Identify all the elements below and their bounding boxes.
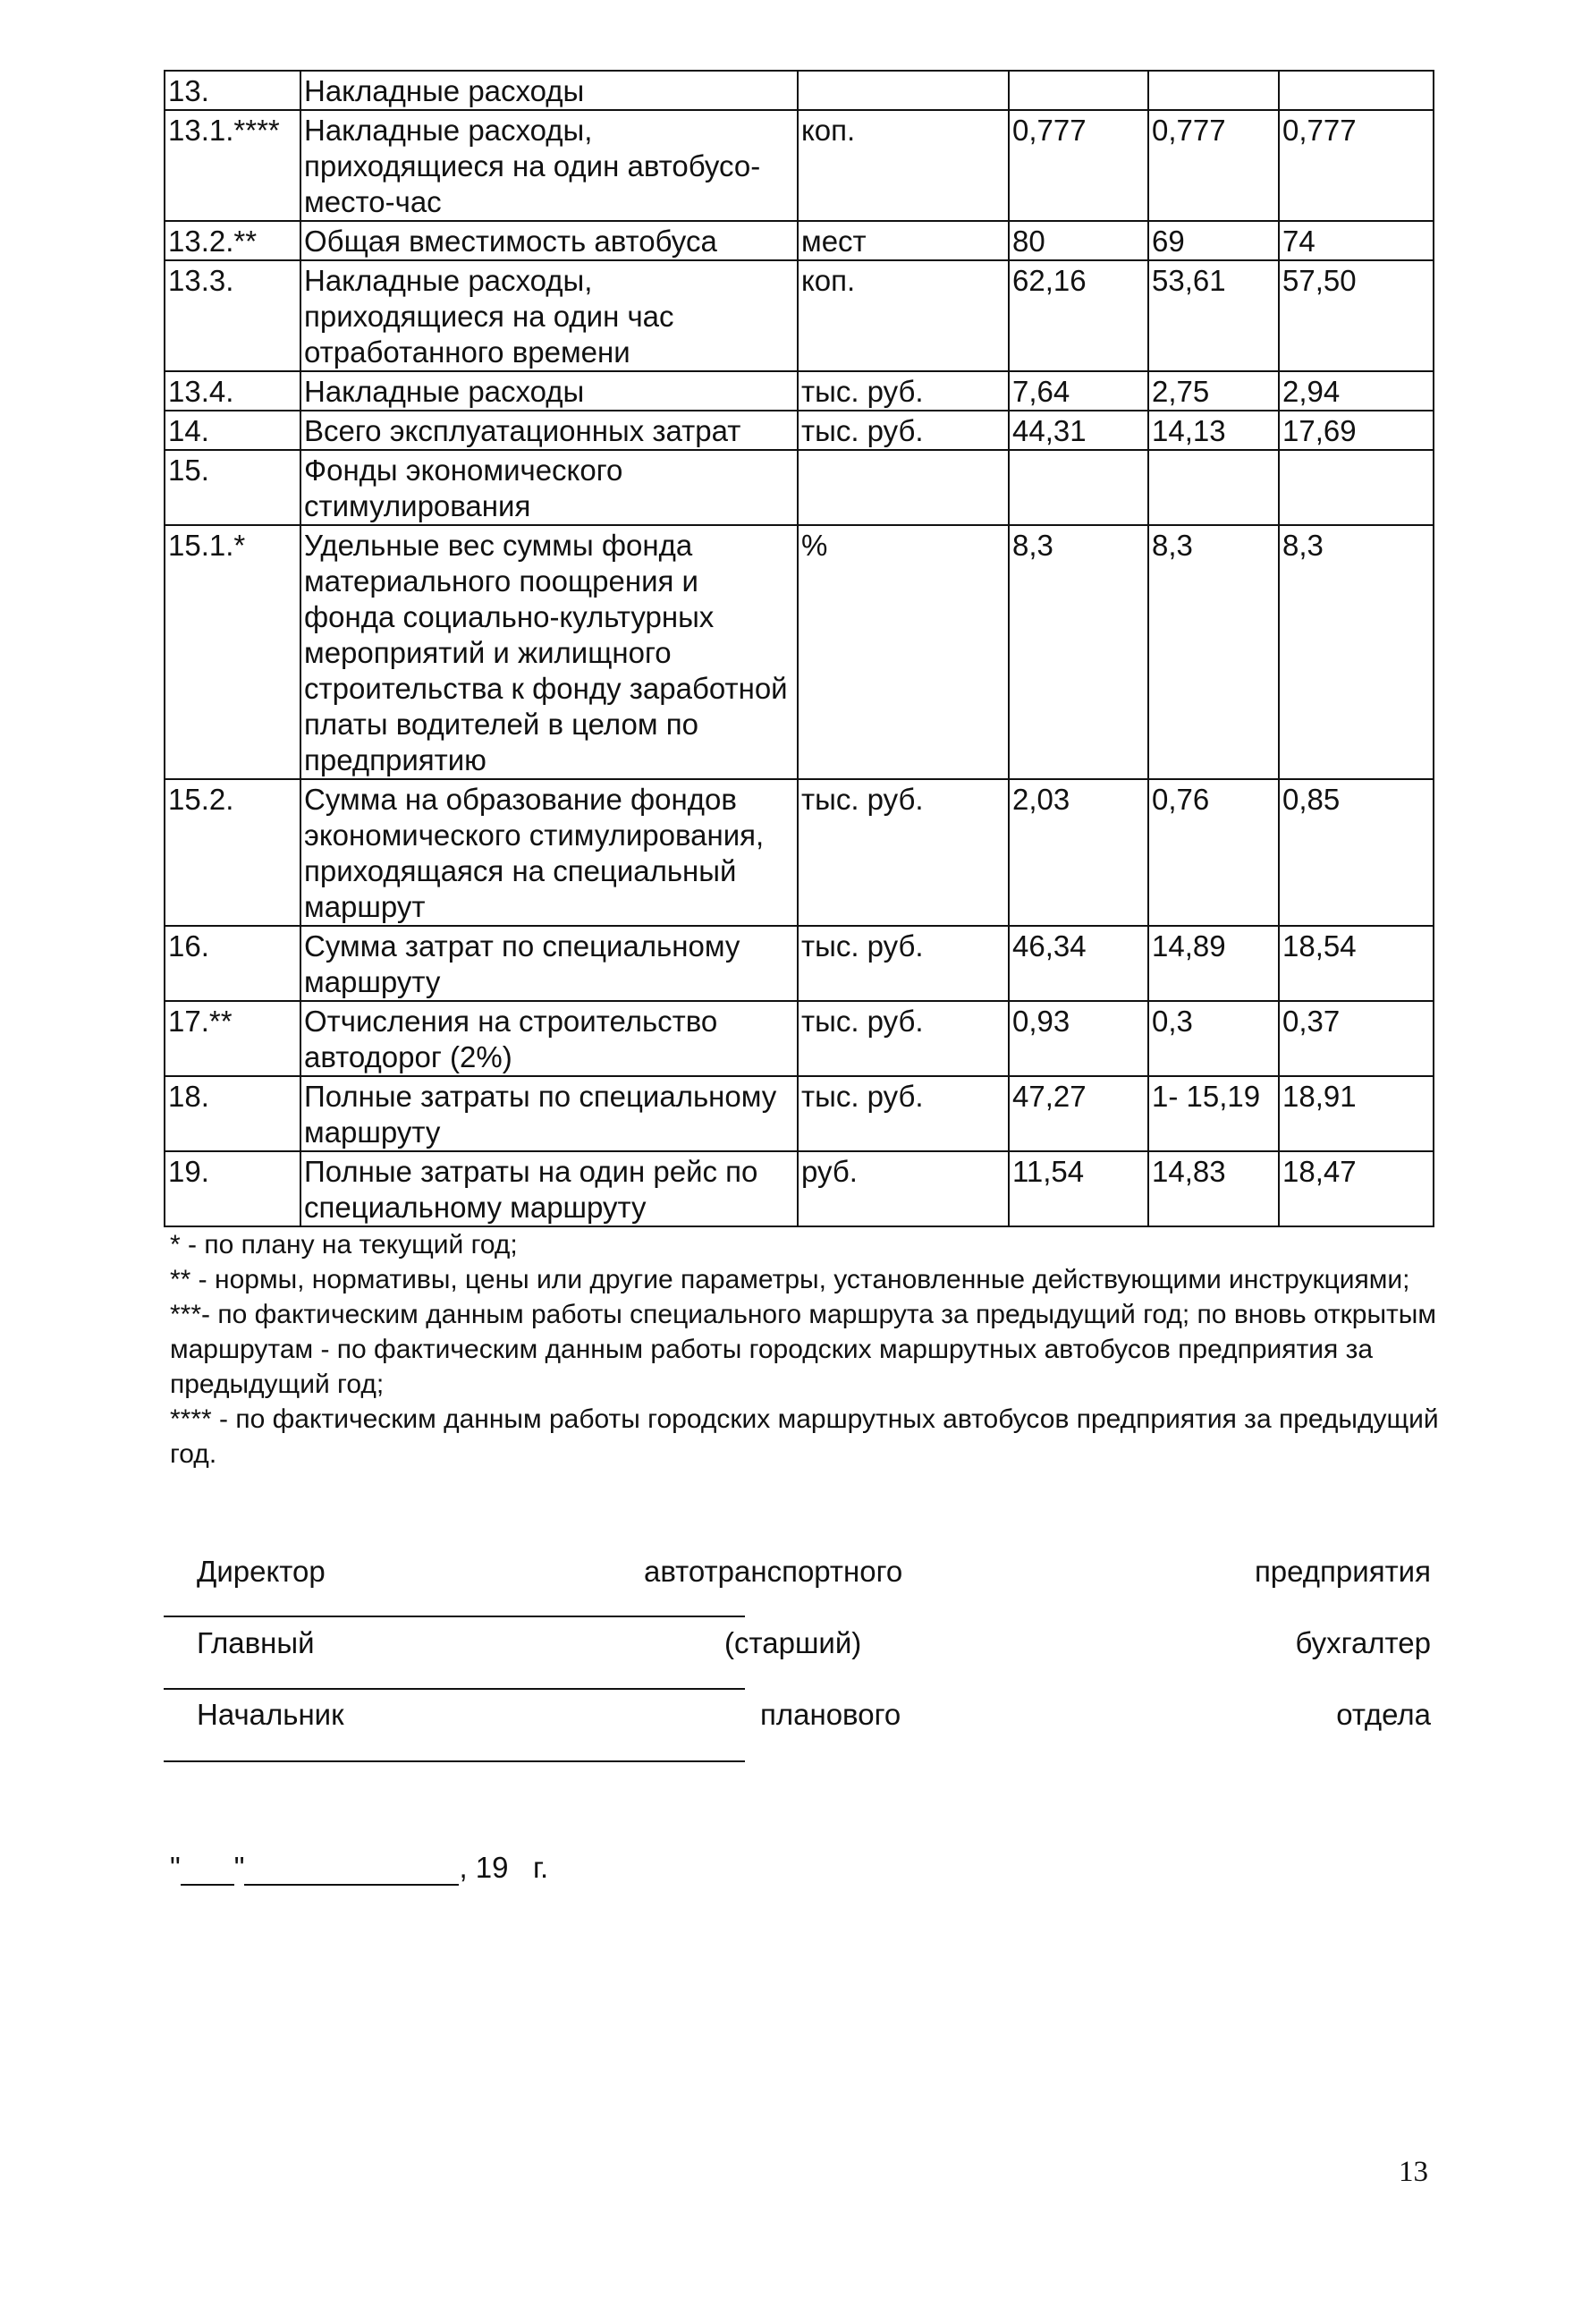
row-unit: тыс. руб. (798, 1001, 1009, 1076)
row-name: Полные затраты на один рейс по специальному маршруту (300, 1151, 798, 1226)
signature-line-planning (164, 1760, 745, 1762)
signature-line-accountant (164, 1688, 745, 1690)
row-unit: тыс. руб. (798, 371, 1009, 411)
row-name: Полные затраты по специальному маршруту (300, 1076, 798, 1151)
row-name: Фонды экономического стимулирования (300, 450, 798, 525)
row-value-2: 14,83 (1148, 1151, 1279, 1226)
date-month-blank (244, 1857, 459, 1886)
row-number: 14. (165, 411, 300, 450)
row-name: Удельные вес суммы фонда материального поощрения и фонда социально-культурных мероприятий и жилищного строительства к фонду заработной платы водителей в целом по предприятию (300, 525, 798, 779)
date-year: 19 (475, 1851, 509, 1884)
row-value-3: 18,54 (1279, 926, 1434, 1001)
date-comma: , (459, 1851, 468, 1884)
row-number: 16. (165, 926, 300, 1001)
row-value-3: 18,91 (1279, 1076, 1434, 1151)
row-unit: тыс. руб. (798, 926, 1009, 1001)
row-value-1: 46,34 (1009, 926, 1148, 1001)
row-number: 19. (165, 1151, 300, 1226)
row-value-2: 1- 15,19 (1148, 1076, 1279, 1151)
signature-word: Главный (197, 1626, 315, 1659)
row-value-2 (1148, 71, 1279, 110)
row-value-1: 62,16 (1009, 260, 1148, 371)
signature-director (197, 1554, 1431, 1593)
table-row (165, 450, 1434, 525)
row-number: 13.4. (165, 371, 300, 411)
row-value-3: 0,85 (1279, 779, 1434, 926)
row-name: Сумма затрат по специальному маршруту (300, 926, 798, 1001)
row-value-1 (1009, 450, 1148, 525)
cost-table (164, 70, 1434, 1227)
date-year-suffix: г. (533, 1851, 549, 1884)
row-number: 13.3. (165, 260, 300, 371)
row-value-2: 0,3 (1148, 1001, 1279, 1076)
signature-word: Директор (197, 1555, 326, 1588)
table-row (165, 1076, 1434, 1151)
date-line (170, 1850, 548, 1886)
row-value-1: 11,54 (1009, 1151, 1148, 1226)
row-value-2: 14,13 (1148, 411, 1279, 450)
row-value-1: 7,64 (1009, 371, 1148, 411)
date-day-blank (181, 1857, 234, 1886)
row-unit: % (798, 525, 1009, 779)
row-number: 13.1.**** (165, 110, 300, 221)
signature-chief-accountant (197, 1625, 1431, 1665)
row-number: 13.2.** (165, 221, 300, 260)
signature-line-director (164, 1616, 745, 1617)
signature-planning-head (197, 1697, 1431, 1736)
row-number: 15.2. (165, 779, 300, 926)
row-unit: коп. (798, 110, 1009, 221)
signature-word: предприятия (1254, 1555, 1431, 1588)
row-unit (798, 450, 1009, 525)
date-open-quote: " (170, 1851, 181, 1884)
row-value-3: 8,3 (1279, 525, 1434, 779)
row-value-2: 53,61 (1148, 260, 1279, 371)
signature-word: планового (760, 1698, 901, 1731)
row-number: 15.1.* (165, 525, 300, 779)
row-name: Накладные расходы, приходящиеся на один автобусо-место-час (300, 110, 798, 221)
row-value-2: 69 (1148, 221, 1279, 260)
row-number: 13. (165, 71, 300, 110)
row-unit: мест (798, 221, 1009, 260)
row-number: 17.** (165, 1001, 300, 1076)
row-name: Общая вместимость автобуса (300, 221, 798, 260)
row-value-3: 2,94 (1279, 371, 1434, 411)
row-value-3: 57,50 (1279, 260, 1434, 371)
table-row (165, 525, 1434, 779)
table-row (165, 926, 1434, 1001)
signature-word: Начальник (197, 1698, 344, 1731)
row-value-2: 0,777 (1148, 110, 1279, 221)
table-row (165, 221, 1434, 260)
row-unit (798, 71, 1009, 110)
row-name: Накладные расходы (300, 71, 798, 110)
table-row (165, 779, 1434, 926)
footnote-3: ***- по фактическим данным работы специального маршрута за предыдущий год; по вновь открытым маршрутам - по фактическим данным работы городских маршрутных автобусов предприятия за предыдущий год; (170, 1300, 1436, 1399)
footnote-1: * - по плану на текущий год; (170, 1230, 518, 1260)
row-name: Накладные расходы, приходящиеся на один час отработанного времени (300, 260, 798, 371)
row-number: 18. (165, 1076, 300, 1151)
signature-word: (старший) (724, 1626, 862, 1659)
row-value-1 (1009, 71, 1148, 110)
signature-word: бухгалтер (1295, 1626, 1431, 1659)
cost-table-body (165, 71, 1434, 1226)
row-value-3: 18,47 (1279, 1151, 1434, 1226)
row-value-2 (1148, 450, 1279, 525)
row-value-1: 2,03 (1009, 779, 1148, 926)
footnote-2: ** - нормы, нормативы, цены или другие параметры, установленные действующими инструкциями; (170, 1265, 1410, 1294)
page-number: 13 (1399, 2156, 1428, 2188)
row-value-1: 0,777 (1009, 110, 1148, 221)
signature-word: отдела (1336, 1698, 1431, 1731)
row-value-2: 2,75 (1148, 371, 1279, 411)
row-value-3 (1279, 450, 1434, 525)
row-name: Сумма на образование фондов экономического стимулирования, приходящаяся на специальный маршрут (300, 779, 798, 926)
table-row (165, 260, 1434, 371)
row-unit: тыс. руб. (798, 411, 1009, 450)
row-value-1: 0,93 (1009, 1001, 1148, 1076)
table-row (165, 71, 1434, 110)
row-unit: коп. (798, 260, 1009, 371)
row-value-3 (1279, 71, 1434, 110)
date-close-quote: " (233, 1851, 245, 1884)
table-row (165, 110, 1434, 221)
row-value-1: 8,3 (1009, 525, 1148, 779)
row-value-2: 8,3 (1148, 525, 1279, 779)
table-row (165, 411, 1434, 450)
row-value-1: 47,27 (1009, 1076, 1148, 1151)
row-value-3: 0,37 (1279, 1001, 1434, 1076)
row-value-3: 74 (1279, 221, 1434, 260)
row-number: 15. (165, 450, 300, 525)
row-value-1: 80 (1009, 221, 1148, 260)
table-row (165, 1151, 1434, 1226)
row-unit: тыс. руб. (798, 1076, 1009, 1151)
row-unit: руб. (798, 1151, 1009, 1226)
row-value-1: 44,31 (1009, 411, 1148, 450)
footnote-4: **** - по фактическим данным работы городских маршрутных автобусов предприятия за предыдущий год. (170, 1404, 1439, 1469)
row-name: Всего эксплуатационных затрат (300, 411, 798, 450)
row-name: Накладные расходы (300, 371, 798, 411)
row-name: Отчисления на строительство автодорог (2%) (300, 1001, 798, 1076)
table-row (165, 371, 1434, 411)
row-value-3: 0,777 (1279, 110, 1434, 221)
row-unit: тыс. руб. (798, 779, 1009, 926)
signature-word: автотранспортного (644, 1555, 903, 1588)
row-value-2: 14,89 (1148, 926, 1279, 1001)
footnotes (170, 1227, 1440, 1472)
table-row (165, 1001, 1434, 1076)
row-value-3: 17,69 (1279, 411, 1434, 450)
row-value-2: 0,76 (1148, 779, 1279, 926)
